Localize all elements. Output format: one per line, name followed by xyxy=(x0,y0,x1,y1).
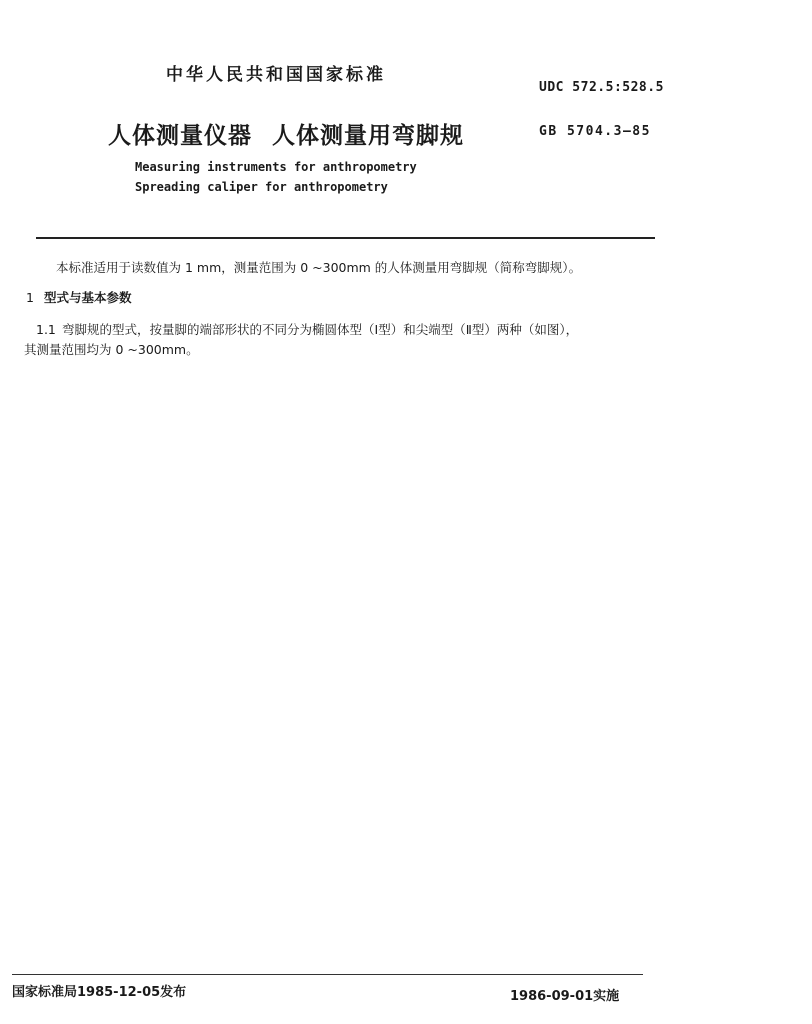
clause-line-1 xyxy=(36,320,578,338)
clause-text-1: 弯脚规的型式，按量脚的端部形状的不同分为椭圆体型（Ⅰ型）和尖端型（Ⅱ型）两种（如图）， xyxy=(62,322,579,337)
section-title: 型式与基本参数 xyxy=(44,290,132,305)
title-chinese-part2: 人体测量用弯脚规 xyxy=(272,123,464,149)
scope-paragraph: 本标准适用于读数值为 1 mm，测量范围为 0 ~300mm 的人体测量用弯脚规（简称弯脚规）。 xyxy=(56,260,582,275)
section-heading xyxy=(26,288,132,306)
title-chinese-part1: 人体测量仪器 xyxy=(108,123,252,149)
header-divider xyxy=(36,237,655,239)
clause-line-2: 其测量范围均为 0 ~300mm。 xyxy=(24,342,199,357)
title-english-line1: Measuring instruments for anthropometry xyxy=(135,160,417,174)
standard-code: GB 5704.3—85 xyxy=(539,124,651,139)
section-number: 1 xyxy=(26,290,34,305)
effective-date: 1986-09-01实施 xyxy=(510,989,620,1004)
footer-divider xyxy=(12,974,643,975)
issue-date: 国家标准局1985-12-05发布 xyxy=(12,985,187,1000)
clause-number: 1.1 xyxy=(36,322,56,337)
title-chinese xyxy=(108,117,464,150)
title-english-line2: Spreading caliper for anthropometry xyxy=(135,180,388,194)
issuing-body: 中华人民共和国国家标准 xyxy=(166,65,386,85)
udc-code: UDC 572.5:528.5 xyxy=(539,80,664,95)
